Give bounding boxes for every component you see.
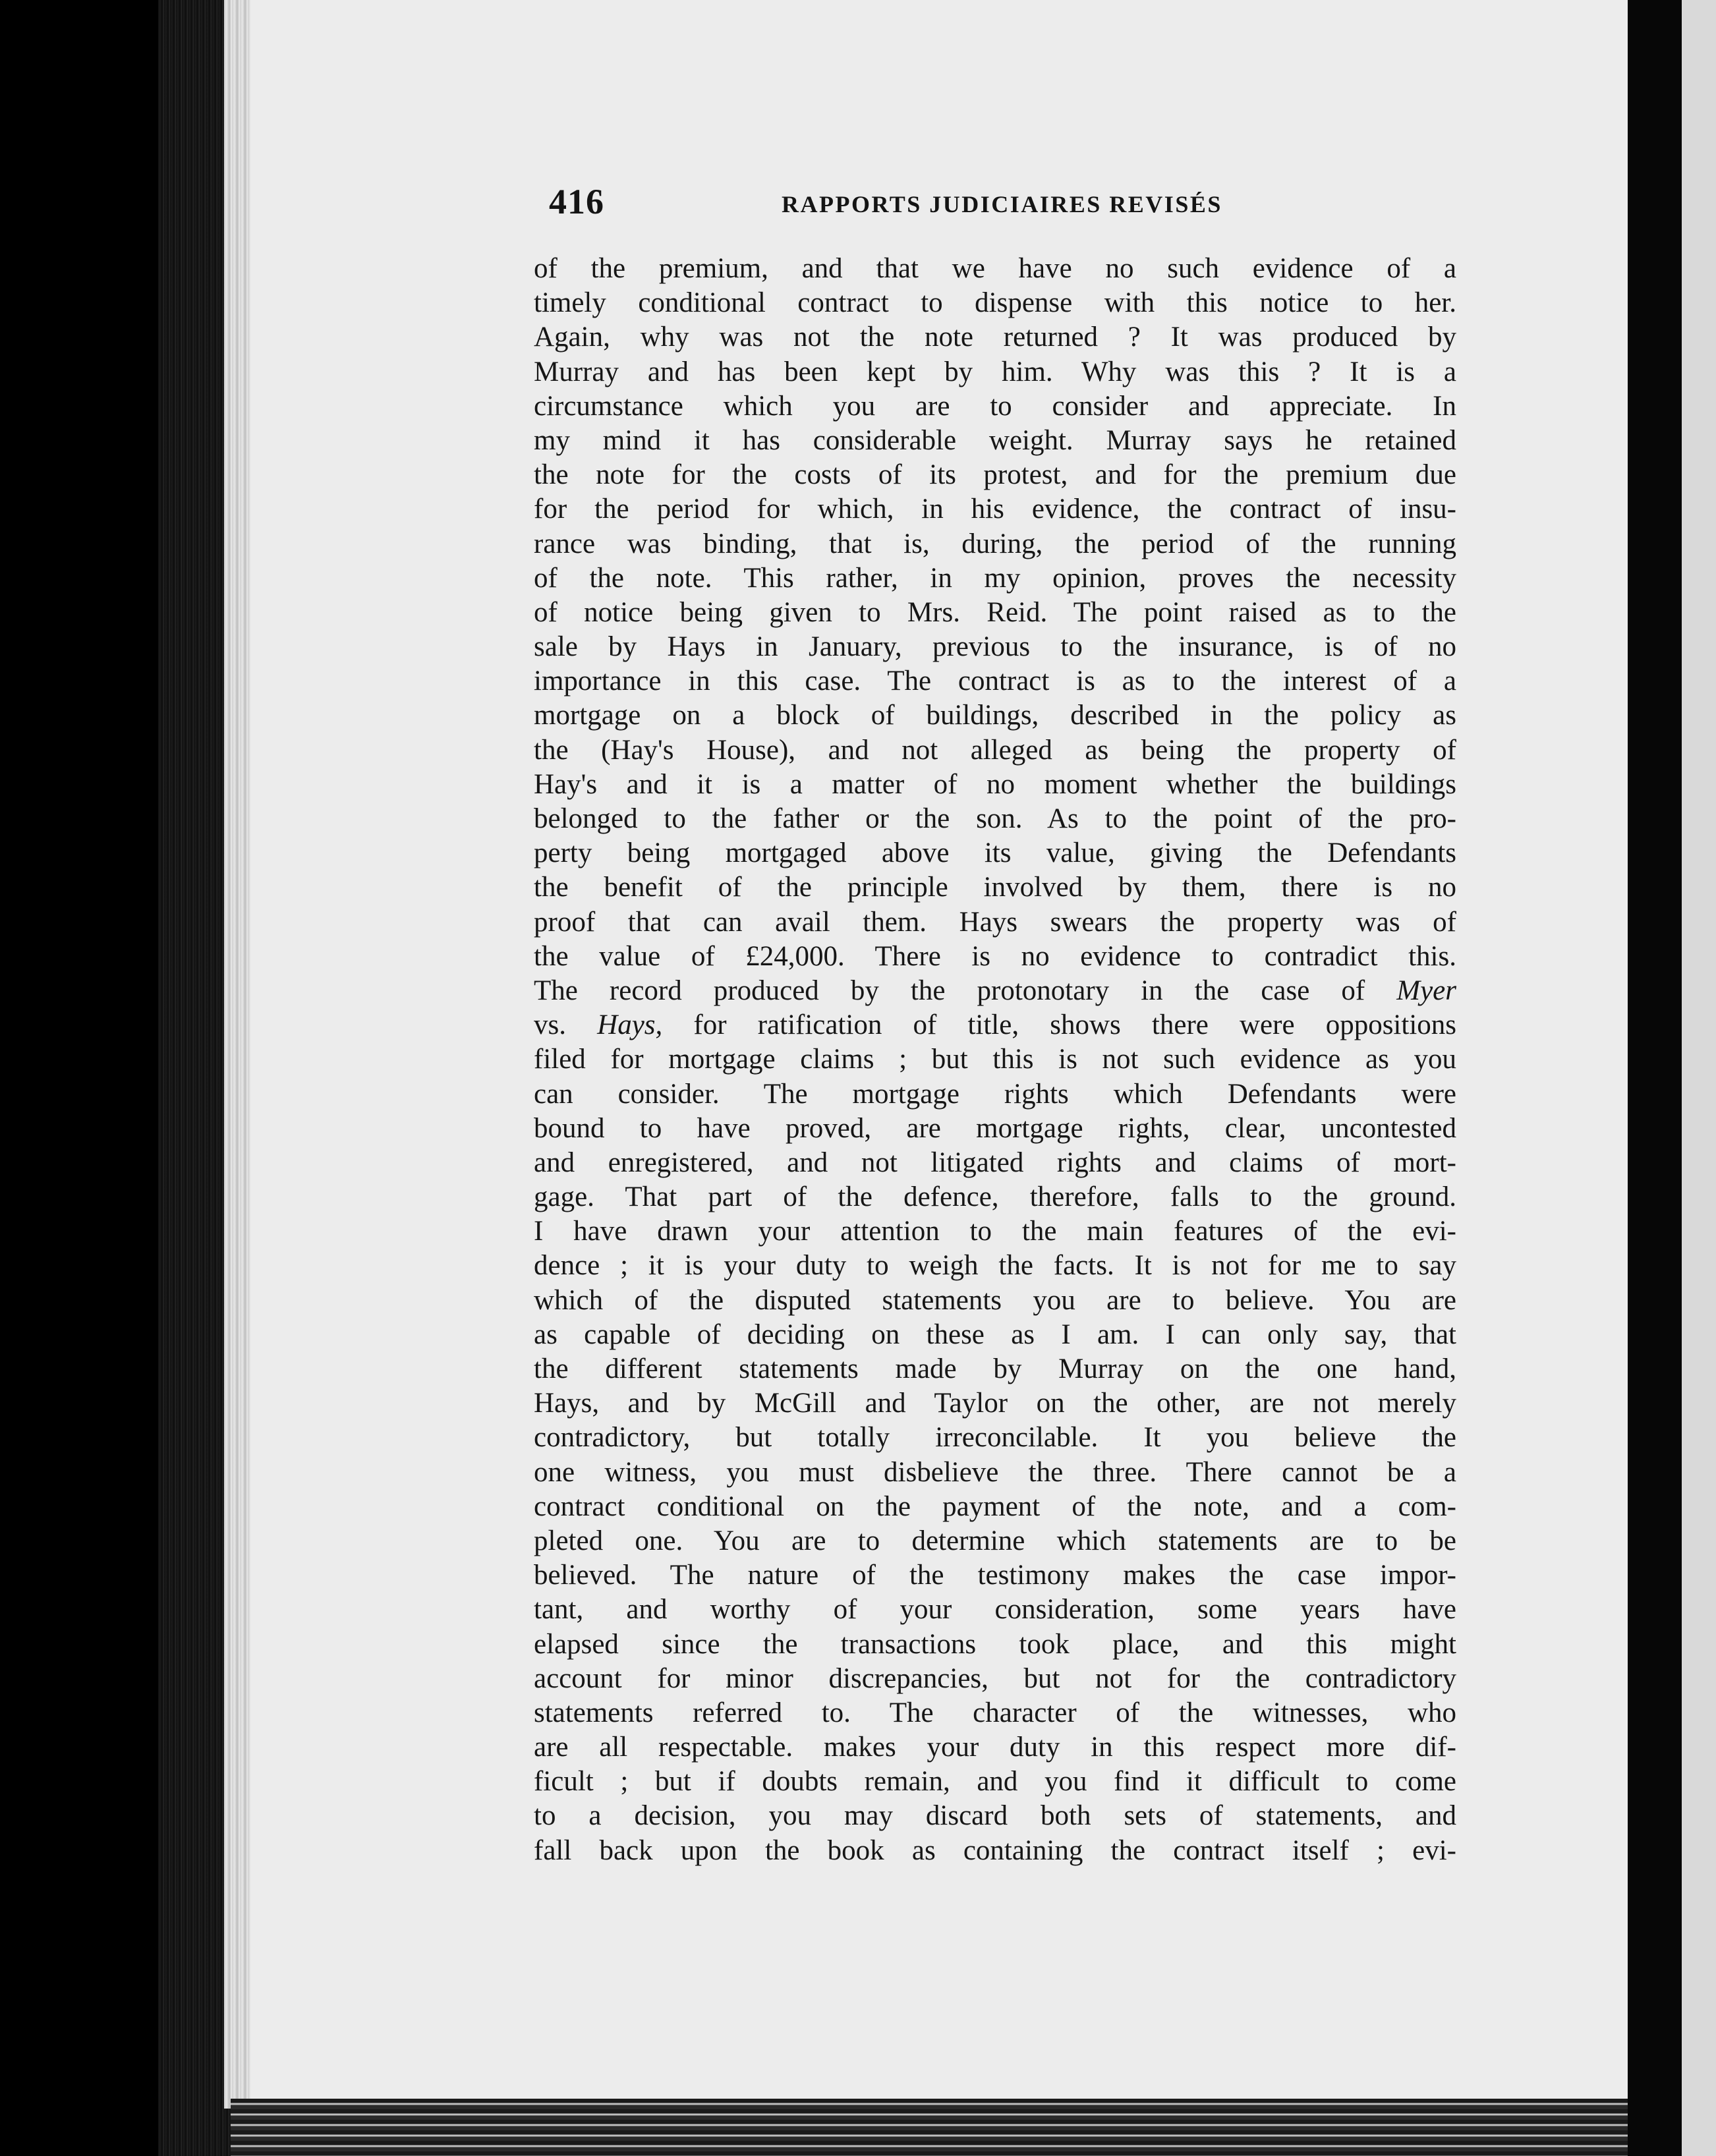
text-line: the (Hay's House), and not alleged as being the property of	[534, 734, 1456, 766]
text-line: I have drawn your attention to the main features of the evi-	[534, 1216, 1456, 1247]
text-line: the different statements made by Murray on the one hand,	[534, 1353, 1456, 1384]
text-line: bound to have proved, are mortgage rights, clear, uncontested	[534, 1112, 1456, 1144]
text-line: as capable of deciding on these as I am. I can only say, that	[534, 1319, 1456, 1350]
text-line: for the period for which, in his evidence, the contract of insu-	[534, 494, 1456, 525]
text-line: contract conditional on the payment of the note, and a com-	[534, 1490, 1456, 1522]
text-line: believed. The nature of the testimony makes the case impor-	[534, 1560, 1456, 1591]
text-line: rance was binding, that is, during, the period of the running	[534, 528, 1456, 559]
text-line: Again, why was not the note returned ? It was produced by	[534, 322, 1456, 353]
text-line: are all respectable. makes your duty in this respect more dif-	[534, 1732, 1456, 1763]
text-line-with-case-name	[534, 1008, 1456, 1042]
text-line: dence ; it is your duty to weigh the facts. It is not for me to say	[534, 1250, 1456, 1282]
text-line-part: The record produced by the protonotary in the case of	[534, 975, 1365, 1006]
text-line: the value of £24,000. There is no evidence to contradict this.	[534, 940, 1456, 972]
text-line: Hays, and by McGill and Taylor on the other, are not merely	[534, 1388, 1456, 1419]
text-line: proof that can avail them. Hays swears the property was of	[534, 906, 1456, 938]
text-line: can consider. The mortgage rights which Defendants were	[534, 1078, 1456, 1110]
text-line: belonged to the father or the son. As to the point of the pro-	[534, 803, 1456, 834]
text-line: account for minor discrepancies, but not for the contradictory	[534, 1662, 1456, 1694]
case-name-hays: Hays,	[597, 1009, 663, 1041]
text-line: my mind it has considerable weight. Murray says he retained	[534, 424, 1456, 456]
text-line: the note for the costs of its protest, and for the premium due	[534, 459, 1456, 491]
text-line: of notice being given to Mrs. Reid. The point raised as to the	[534, 596, 1456, 628]
text-line: gage. That part of the defence, therefore, falls to the ground.	[534, 1181, 1456, 1213]
text-line: to a decision, you may discard both sets of statements, and	[534, 1800, 1456, 1832]
text-line: of the premium, and that we have no such evidence of a	[534, 253, 1456, 284]
text-line: of the note. This rather, in my opinion, proves the necessity	[534, 562, 1456, 594]
text-line: sale by Hays in January, previous to the insurance, is of no	[534, 631, 1456, 663]
text-line: filed for mortgage claims ; but this is not such evidence as you	[534, 1044, 1456, 1075]
book-binding-shadow	[158, 0, 231, 2156]
text-line: Murray and has been kept by him. Why was this ? It is a	[534, 356, 1456, 387]
text-line: ficult ; but if doubts remain, and you find it difficult to come	[534, 1766, 1456, 1798]
body-text	[534, 252, 1456, 1868]
text-line: pleted one. You are to determine which statements are to be	[534, 1525, 1456, 1556]
text-line: perty being mortgaged above its value, giving the Defendants	[534, 837, 1456, 869]
text-line: elapsed since the transactions took place, and this might	[534, 1628, 1456, 1660]
text-line: contradictory, but totally irreconcilable. It you believe the	[534, 1422, 1456, 1454]
right-dark-margin	[1628, 0, 1682, 2156]
text-line: and enregistered, and not litigated rights and claims of mort-	[534, 1147, 1456, 1178]
text-line-with-case-name	[534, 974, 1456, 1008]
text-line: timely conditional contract to dispense with this notice to her.	[534, 287, 1456, 319]
page-number: 416	[549, 182, 604, 221]
text-line: statements referred to. The character of the witnesses, who	[534, 1697, 1456, 1728]
right-adjacent-page-strip	[1682, 0, 1716, 2156]
text-line-part: for ratification of title, shows there were oppositions	[693, 1009, 1456, 1041]
running-head: RAPPORTS JUDICIAIRES REVISÉS	[782, 191, 1222, 217]
text-line: tant, and worthy of your consideration, some years have	[534, 1594, 1456, 1626]
page-header	[549, 175, 1254, 234]
text-line: which of the disputed statements you are to believe. You are	[534, 1284, 1456, 1316]
text-line: the benefit of the principle involved by them, there is no	[534, 872, 1456, 903]
text-line: fall back upon the book as containing the contract itself ; evi-	[534, 1834, 1456, 1866]
text-line: Hay's and it is a matter of no moment whether the buildings	[534, 768, 1456, 800]
text-line: one witness, you must disbelieve the three. There cannot be a	[534, 1456, 1456, 1488]
text-line-part: vs.	[534, 1009, 566, 1041]
text-line: mortgage on a block of buildings, described in the policy as	[534, 700, 1456, 731]
text-line: importance in this case. The contract is as to the interest of a	[534, 666, 1456, 697]
text-line: circumstance which you are to consider and appreciate. In	[534, 390, 1456, 422]
case-name-myer: Myer	[1396, 975, 1457, 1006]
bottom-page-edges	[231, 2099, 1628, 2156]
page-gutter-edge	[224, 0, 250, 2109]
